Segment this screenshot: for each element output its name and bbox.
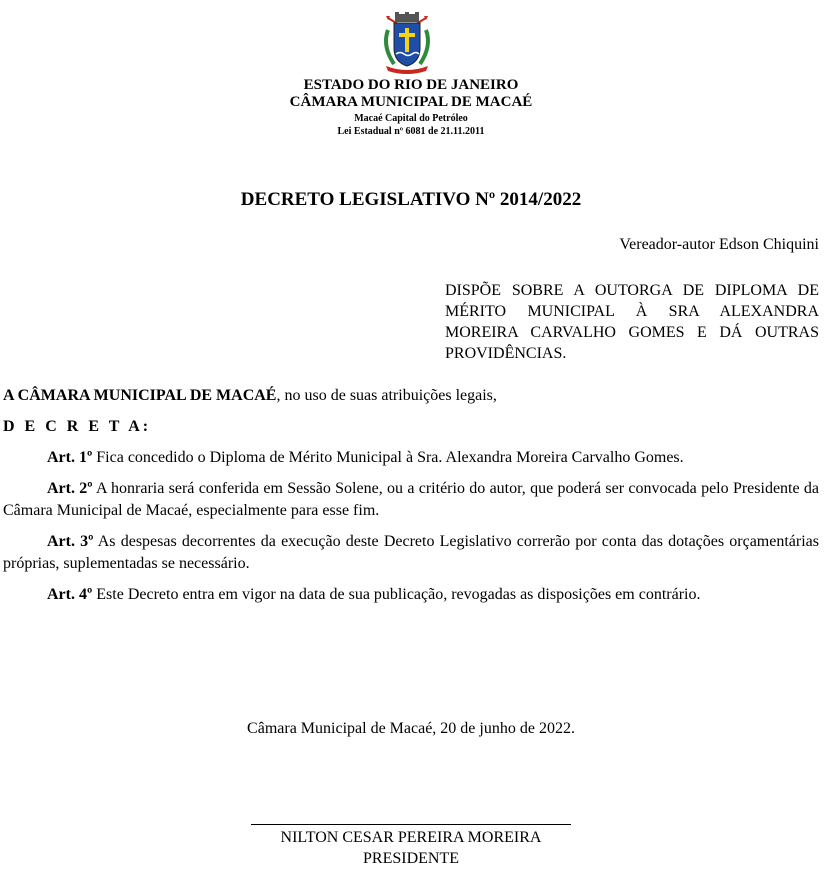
header-chamber: CÂMARA MUNICIPAL DE MACAÉ bbox=[289, 94, 533, 110]
document-body bbox=[3, 385, 819, 606]
article-text: A honraria será conferida em Sessão Solene, ou a critério do autor, que poderá ser convocada pelo Presidente da Câmara Municipal de Macaé, especialmente para esse fim. bbox=[3, 480, 820, 519]
author-line: Vereador-autor Edson Chiquini bbox=[619, 236, 819, 253]
article-label: Art. 4º bbox=[47, 586, 93, 603]
article-label: Art. 2º bbox=[47, 480, 93, 497]
place-date: Câmara Municipal de Macaé, 20 de junho de 2022. bbox=[247, 720, 575, 737]
decreta-heading: D E C R E T A: bbox=[3, 418, 152, 435]
signatory-role: PRESIDENTE bbox=[363, 850, 459, 867]
header-state: ESTADO DO RIO DE JANEIRO bbox=[303, 77, 519, 93]
article-4 bbox=[3, 584, 819, 606]
signatory-name: NILTON CESAR PEREIRA MOREIRA bbox=[280, 829, 542, 846]
article-2 bbox=[3, 478, 819, 522]
signature-line bbox=[251, 824, 571, 825]
header-law: Lei Estadual nº 6081 de 21.11.2011 bbox=[337, 126, 485, 137]
document-title: DECRETO LEGISLATIVO Nº 2014/2022 bbox=[240, 189, 582, 210]
article-text: As despesas decorrentes da execução deste Decreto Legislativo correrão por conta das dotações orçamentárias próprias, suplementadas se necessário. bbox=[3, 533, 820, 572]
header-slogan: Macaé Capital do Petróleo bbox=[354, 113, 468, 124]
article-text: Fica concedido o Diploma de Mérito Municipal à Sra. Alexandra Moreira Carvalho Gomes. bbox=[92, 449, 684, 466]
intro-bold: A CÂMARA MUNICIPAL DE MACAÉ bbox=[3, 387, 277, 404]
article-1 bbox=[3, 447, 819, 469]
intro-text: , no uso de suas atribuições legais, bbox=[276, 387, 497, 404]
article-label: Art. 3º bbox=[47, 533, 94, 550]
coat-of-arms-icon bbox=[374, 10, 440, 76]
ementa: DISPÕE SOBRE A OUTORGA DE DIPLOMA DE MÉRITO MUNICIPAL À SRA ALEXANDRA MOREIRA CARVALHO GOMES E DÁ OUTRAS PROVIDÊNCIAS. bbox=[445, 282, 819, 362]
article-3 bbox=[3, 531, 819, 575]
intro-paragraph bbox=[3, 385, 819, 407]
article-text: Este Decreto entra em vigor na data de sua publicação, revogadas as disposições em contrário. bbox=[92, 586, 701, 603]
article-label: Art. 1º bbox=[47, 449, 93, 466]
